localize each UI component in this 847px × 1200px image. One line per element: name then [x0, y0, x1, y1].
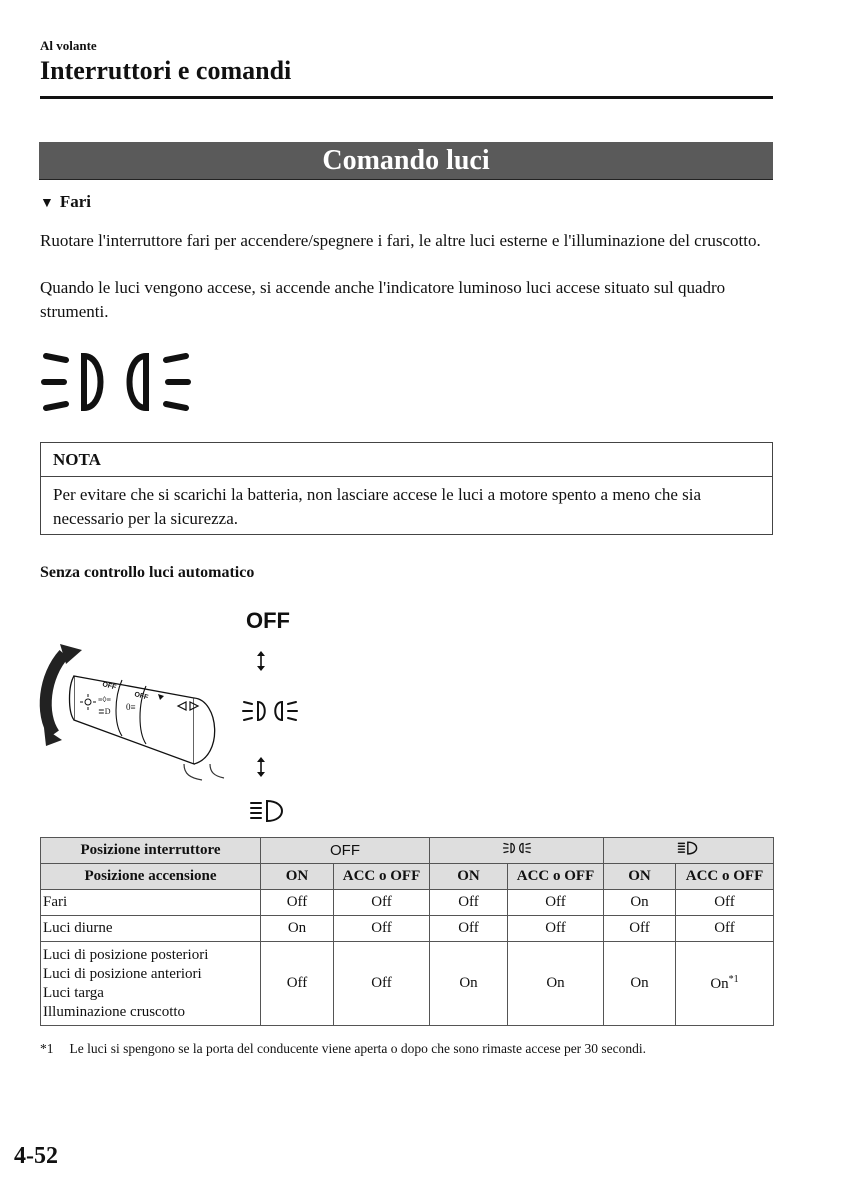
parking-lights-indicator-icon	[40, 346, 192, 423]
svg-text:0≡: 0≡	[126, 702, 136, 712]
table-row	[41, 916, 774, 942]
footnote	[40, 1041, 646, 1057]
table-row-label-line: Luci di posizione posteriori	[43, 946, 209, 963]
table-header-cell: ON	[261, 864, 334, 890]
lights-operation-table	[40, 837, 774, 1026]
table-header-cell: ACC o OFF	[334, 864, 430, 890]
section-title: Comando luci	[322, 144, 490, 176]
table-header-row	[41, 864, 774, 890]
table-row	[41, 942, 774, 1026]
stalk-label-off: OFF	[101, 681, 117, 692]
chapter-divider	[40, 96, 773, 99]
table-row	[41, 890, 774, 916]
table-header-cell	[430, 838, 604, 864]
note-box	[40, 442, 773, 535]
table-cell	[676, 942, 774, 1026]
table-header-cell: ACC o OFF	[508, 864, 604, 890]
switch-position-off-label: OFF	[246, 608, 290, 633]
footnote-text: Le luci si spengono se la porta del conducente viene aperta o dopo che sono rimaste accese per 30 secondi.	[69, 1041, 647, 1056]
table-header-cell	[604, 838, 774, 864]
table-row-label: Fari	[41, 890, 261, 916]
table-header-cell: ACC o OFF	[676, 864, 774, 890]
table-cell: On	[261, 916, 334, 942]
section-kicker: Al volante	[40, 38, 97, 53]
table-cell: Off	[430, 890, 508, 916]
table-cell: Off	[261, 890, 334, 916]
table-cell: Off	[261, 942, 334, 1026]
stalk-label-off: OFF	[133, 691, 149, 702]
table-cell: On	[604, 942, 676, 1026]
diagram-heading: Senza controllo luci automatico	[40, 564, 255, 581]
table-cell: On	[430, 942, 508, 1026]
table-cell: Off	[334, 890, 430, 916]
body-paragraph: Quando le luci vengono accese, si accende anche l'indicatore luminoso luci accese situato sul quadro strumenti.	[40, 278, 726, 321]
table-row-label-line: Luci targa	[43, 984, 104, 1001]
note-text: Per evitare che si scarichi la batteria, non lasciare accese le luci a motore spento a meno che sia necessario per la sicurezza.	[53, 485, 702, 528]
table-cell: Off	[676, 890, 774, 916]
svg-text:≣D: ≣D	[98, 707, 111, 716]
table-cell-value: On	[710, 976, 729, 992]
table-cell: Off	[508, 890, 604, 916]
table-header-cell: ON	[430, 864, 508, 890]
table-header-cell: Posizione accensione	[41, 864, 261, 890]
table-cell: Off	[604, 916, 676, 942]
headlights-icon	[677, 841, 701, 855]
table-cell: Off	[676, 916, 774, 942]
triangle-marker-icon: ▼	[40, 196, 54, 211]
table-cell: On	[604, 890, 676, 916]
footnote-reference: *1	[728, 974, 739, 985]
table-cell: On	[508, 942, 604, 1026]
table-cell: Off	[508, 916, 604, 942]
table-row-label-line: Illuminazione cruscotto	[43, 1003, 186, 1020]
section-title-bar	[39, 142, 773, 180]
table-cell: Off	[430, 916, 508, 942]
subsection-heading	[40, 192, 91, 212]
subsection-title: Fari	[59, 192, 92, 211]
headlights-icon	[249, 799, 289, 828]
table-cell: Off	[334, 942, 430, 1026]
footnote-mark: *1	[40, 1041, 54, 1056]
svg-text:≡◊≡: ≡◊≡	[98, 695, 111, 704]
up-down-arrow-icon	[256, 650, 266, 677]
table-row-label-line: Luci di posizione anteriori	[43, 965, 202, 982]
chapter-title: Interruttori e comandi	[40, 56, 292, 85]
table-row-label: Luci diurne	[41, 916, 261, 942]
table-cell: Off	[334, 916, 430, 942]
body-paragraph: Ruotare l'interruttore fari per accendere/spegnere i fari, le altre luci esterne e l'illuminazione del cruscotto.	[40, 231, 761, 250]
table-header-row	[41, 838, 774, 864]
table-row-label	[41, 942, 261, 1026]
table-header-cell: Posizione interruttore	[41, 838, 261, 864]
parking-lights-icon	[502, 841, 532, 855]
table-header-cell: OFF	[261, 838, 430, 864]
note-title: NOTA	[41, 443, 772, 477]
parking-lights-icon	[242, 697, 298, 730]
light-switch-stalk-illustration	[34, 636, 244, 791]
page-number: 4-52	[14, 1143, 58, 1169]
up-down-arrow-icon	[256, 756, 266, 783]
table-header-cell: ON	[604, 864, 676, 890]
